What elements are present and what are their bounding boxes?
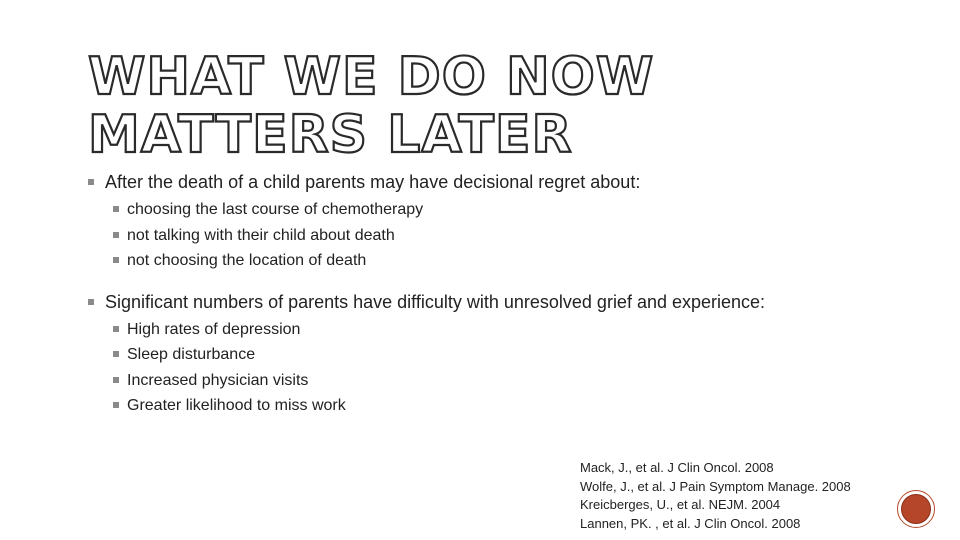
bullet-square-icon (113, 377, 119, 383)
bullet-square-icon (88, 179, 94, 185)
reference-line: Kreicberges, U., et al. NEJM. 2004 (580, 497, 781, 512)
bullet-square-icon (113, 326, 119, 332)
sub-bullet-text: High rates of depression (127, 320, 301, 338)
bullet-square-icon (113, 402, 119, 408)
bullet-group (88, 290, 888, 419)
bullet-list (88, 170, 888, 435)
slide-title: WHAT WE DO NOW MATTERS LATER (88, 47, 655, 165)
sub-bullet-item (113, 317, 888, 343)
sub-bullet-item (113, 368, 888, 394)
reference-line: Mack, J., et al. J Clin Oncol. 2008 (580, 460, 774, 475)
reference-line: Lannen, PK. , et al. J Clin Oncol. 2008 (580, 515, 801, 531)
bullet-item (88, 290, 888, 314)
bullet-square-icon (113, 351, 119, 357)
sub-bullet-list (113, 197, 888, 274)
sub-bullet-text: not choosing the location of death (127, 252, 367, 269)
sub-bullet-item (113, 393, 888, 419)
sub-bullet-item (113, 197, 888, 223)
sub-bullet-text: choosing the last course of chemotherapy (127, 201, 424, 218)
bullet-square-icon (113, 206, 119, 212)
sub-bullet-text: Increased physician visits (127, 371, 309, 389)
bullet-text: After the death of a child parents may have decisional regret about: (105, 172, 641, 192)
bullet-square-icon (113, 257, 119, 263)
page-number (901, 494, 931, 524)
bullet-text: Significant numbers of parents have difficulty with unresolved grief and experience: (105, 291, 766, 312)
sub-bullet-text: Greater likelihood to miss work (127, 397, 346, 414)
references (580, 459, 851, 533)
sub-bullet-item (113, 342, 888, 368)
bullet-square-icon (113, 232, 119, 238)
page-number-badge (897, 490, 935, 528)
bullet-item (88, 170, 888, 194)
sub-bullet-list (113, 317, 888, 419)
sub-bullet-item (113, 248, 888, 274)
bullet-square-icon (88, 299, 94, 305)
bullet-group (88, 170, 888, 274)
sub-bullet-item (113, 223, 888, 249)
sub-bullet-text: not talking with their child about death (127, 226, 395, 244)
sub-bullet-text: Sleep disturbance (127, 346, 256, 363)
reference-line: Wolfe, J., et al. J Pain Symptom Manage. 2008 (580, 478, 851, 494)
